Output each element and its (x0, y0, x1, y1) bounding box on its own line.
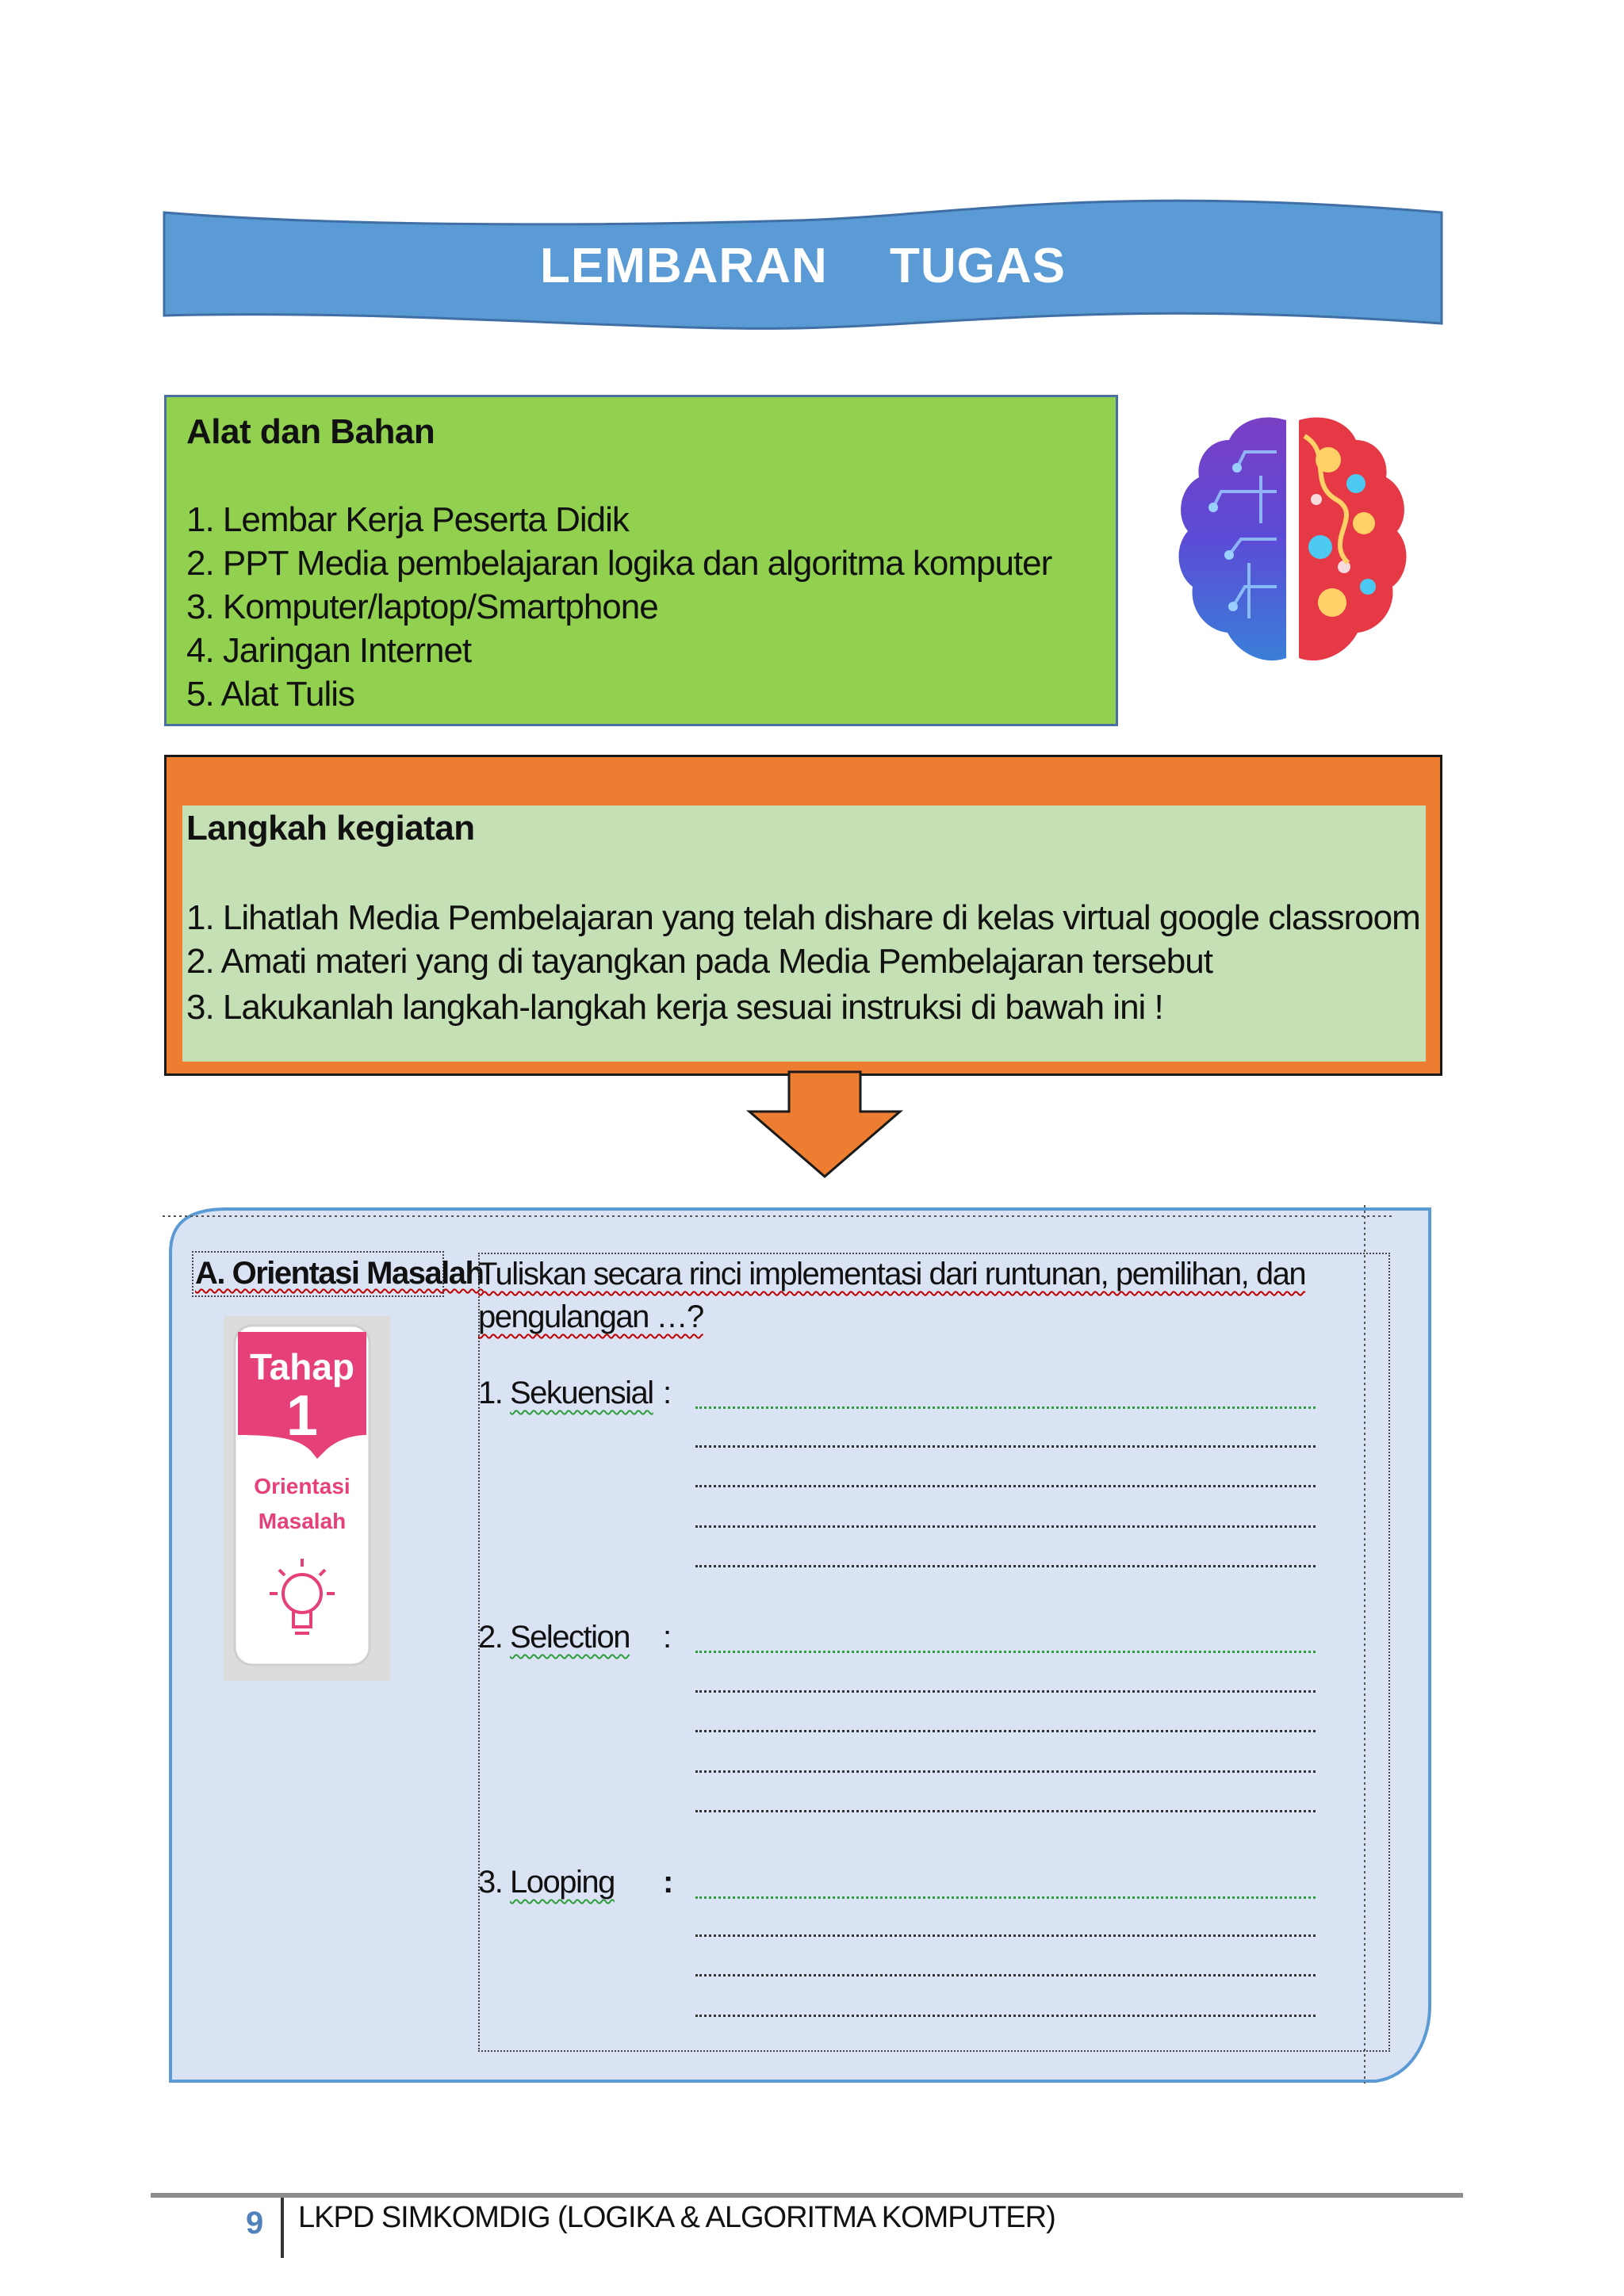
item-colon: : (663, 1376, 672, 1410)
answer-line[interactable] (695, 1445, 1316, 1448)
list-item: 2. Amati materi yang di tayangkan pada Media Pembelajaran tersebut (186, 942, 1212, 981)
answer-line[interactable] (695, 1565, 1316, 1567)
answer-line[interactable] (695, 1730, 1316, 1732)
answer-line[interactable] (695, 1896, 1316, 1899)
steps-heading: Langkah kegiatan (186, 809, 475, 848)
list-item: 1. Lihatlah Media Pembelajaran yang telah dishare di kelas virtual google classroom (186, 898, 1420, 937)
tools-heading: Alat dan Bahan (186, 412, 435, 451)
footer-rule (151, 2193, 1463, 2198)
stage-card (224, 1316, 390, 1681)
list-item: 4. Jaringan Internet (186, 631, 472, 670)
item-colon: : (663, 1865, 674, 1900)
answer-line[interactable] (695, 1485, 1316, 1487)
answer-line[interactable] (695, 1525, 1316, 1528)
arrow-down-icon (745, 1070, 904, 1180)
item-colon: : (663, 1620, 672, 1655)
answer-line[interactable] (695, 2015, 1316, 2017)
brain-illustration (1166, 404, 1419, 690)
stage-caption: Masalah (258, 1509, 347, 1533)
answer-line[interactable] (695, 1651, 1316, 1653)
list-item: 3. Komputer/laptop/Smartphone (186, 587, 658, 626)
list-item: 5. Alat Tulis (186, 675, 355, 714)
steps-list (186, 896, 1420, 1029)
page-number: 9 (246, 2206, 264, 2241)
item-looping: 3. Looping (478, 1865, 615, 1900)
answer-line[interactable] (695, 1974, 1316, 1976)
list-item: 2. PPT Media pembelajaran logika dan algoritma komputer (186, 544, 1052, 583)
stage-number: 1 (285, 1384, 319, 1448)
answer-line[interactable] (695, 1810, 1316, 1812)
footer-text: LKPD SIMKOMDIG (LOGIKA & ALGORITMA KOMPUTER) (298, 2201, 1055, 2234)
footer-divider (281, 2198, 284, 2258)
list-item: 3. Lakukanlah langkah-langkah kerja sesuai instruksi di bawah ini ! (186, 988, 1163, 1027)
question-text: Tuliskan secara rinci implementasi dari runtunan, pemilihan, dan pengulangan …? (478, 1257, 1306, 1334)
tools-list (186, 498, 1051, 716)
answer-line[interactable] (695, 1934, 1316, 1937)
answer-line[interactable] (695, 1406, 1316, 1409)
answer-line[interactable] (695, 1770, 1316, 1773)
item-sekuensial: 1. Sekuensial (478, 1376, 653, 1410)
stage-caption: Orientasi (254, 1474, 350, 1498)
section-label: A. Orientasi Masalah (192, 1251, 444, 1297)
list-item: 1. Lembar Kerja Peserta Didik (186, 500, 629, 539)
stage-word: Tahap (249, 1346, 355, 1387)
page-title: LEMBARAN TUGAS (540, 238, 1066, 293)
item-selection: 2. Selection (478, 1620, 630, 1655)
answer-line[interactable] (695, 1690, 1316, 1693)
